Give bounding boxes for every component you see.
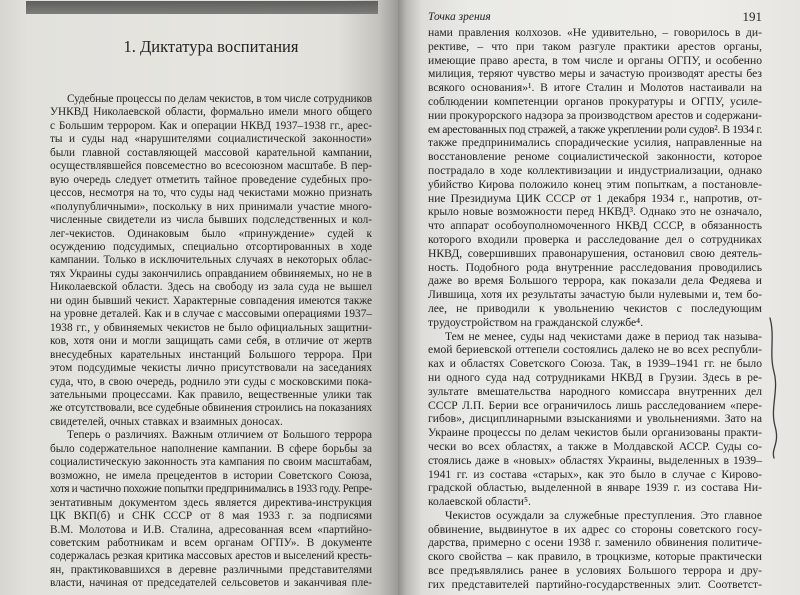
text-line [50, 470, 372, 483]
text-line-content: рективе, – что при таком разгуле практики арестов органы, [428, 39, 762, 53]
text-line [50, 389, 372, 402]
section-heading: 1. Диктатура воспитания [123, 37, 299, 56]
text-line-content: зультате вмешательства народного комиссара внутренних дел [428, 384, 762, 398]
text-line-content: всякого основания»¹. В итоге Сталин и Молотов настаивали на [428, 81, 762, 95]
text-line [428, 550, 762, 564]
text-line-content: внесудебных карательных инстанций Большого террора. При [50, 348, 372, 361]
text-line [428, 150, 762, 164]
right-page-text [428, 26, 762, 592]
text-line [50, 214, 372, 227]
text-line-content: лее, не приводили к увольнению чекистов с последующим [428, 301, 762, 315]
text-line-content: пострадало в ходе коллективизации и индустриализации, однако [428, 163, 762, 177]
text-line [428, 454, 762, 468]
text-line [50, 564, 372, 577]
text-line [428, 205, 762, 219]
text-line [428, 192, 762, 206]
text-line [50, 416, 372, 429]
text-line [50, 160, 372, 173]
text-line-content: Николаевской области. Здесь на свободу из зала суда не вышел [50, 281, 372, 294]
text-line [50, 456, 372, 469]
text-line-content: имеющие право ареста, в том числе и органы ОГПУ, и особенно [428, 53, 762, 67]
text-line [428, 399, 762, 413]
text-line-content: численные свидетели из числа бывших подследственных и кол- [50, 214, 372, 227]
text-line [428, 330, 762, 344]
text-line-content: колаевской области⁵. [428, 495, 531, 509]
text-line [428, 468, 762, 482]
text-line [428, 26, 762, 40]
text-line-content: также предпринимались спорадические усилия, направленные на [428, 136, 762, 150]
text-line [50, 510, 372, 523]
text-line [50, 550, 372, 563]
text-line-content: гих представителей партийно-государственных элит. Соответст- [428, 577, 762, 591]
text-line-content: убийство Кирова положило конец этим попыткам, а постановле- [428, 177, 762, 191]
text-line [50, 443, 372, 456]
text-line [50, 228, 372, 241]
text-line [50, 93, 372, 106]
text-line-content: градской областью, выделенной в январе 1939 г. из состава Ни- [428, 481, 762, 495]
text-line-content: гибов», дисциплинарными взысканиями и увольнениями. Зато на [428, 412, 762, 426]
text-line-content: этом подсудимые чекисты лично присутствовали на заседаниях [50, 362, 372, 375]
text-line-content: лег-чекистов. Одинаковым было «принуждение» судей к [50, 227, 372, 240]
text-line [428, 412, 762, 426]
text-line-content: стоялись даже в «новых» областях Украины, выделенных в 1939– [428, 453, 762, 467]
text-line [50, 281, 372, 294]
text-line-content: зентативным документом здесь является директива-инструкция [50, 496, 372, 509]
text-line-content: НКВД, совершивших правонарушения, остановил свою деятель- [428, 246, 762, 260]
text-line [50, 483, 372, 496]
text-line-content: свидетелей, очных ставках и взаимных доносах. [50, 415, 283, 428]
text-line-content: Тем не менее, суды над чекистами даже в период так называ- [445, 329, 762, 343]
text-line-content: даже во время Большого террора, как показали дела Федяева и [428, 274, 762, 288]
text-line-content: чески во всех областях, а также в Молдавской АССР. Суды со- [428, 439, 762, 453]
text-line [428, 578, 762, 592]
page-number: 191 [742, 9, 762, 24]
text-line [428, 343, 762, 357]
text-line-content: емой бериевской оттепели состоялись далеко не во всех республи- [428, 343, 762, 357]
text-line [50, 241, 372, 254]
text-line-content: ках и областях Советского Союза. Так, в 1939–1941 гг. не было [428, 357, 762, 371]
text-line [428, 136, 762, 150]
text-line [50, 106, 372, 119]
text-line-content: «полупубличными», поскольку в них принимали участие много- [50, 200, 372, 213]
text-line [50, 349, 372, 362]
text-line [428, 178, 762, 192]
text-line [50, 362, 372, 375]
text-line [428, 67, 762, 81]
text-line-content: все предъявлялись ранее в условиях Большого террора и дру- [428, 564, 762, 578]
text-line-content: тях Украины суды закончились оправданием обвиняемых, но не в [50, 267, 372, 280]
text-line-content: нами правления колхозов. «Не удивительно, – говорилось в ди- [428, 26, 762, 39]
text-line [50, 147, 372, 160]
text-line-content: осуждению подсудимых, специально отсортированных в ходе [50, 240, 372, 253]
text-line [428, 316, 762, 330]
pen-margin-mark [766, 316, 780, 460]
text-line [428, 40, 762, 54]
text-line [50, 335, 372, 348]
text-line [428, 440, 762, 454]
text-line-content: Чекистов осуждали за служебные преступления. Это главное [445, 508, 762, 522]
text-line-content: кампании. Только в исключительных случаях в некоторых облас- [50, 254, 372, 267]
text-line-content: УНКВД Николаевской области, формально имели много общего [50, 106, 372, 119]
text-line-content: дарства, примерно с осени 1938 г. заменило обвинения политиче- [428, 536, 762, 550]
text-line-content: цессов, несмотря на то, что суды над чекистами можно признать [50, 187, 372, 200]
text-line [428, 564, 762, 578]
text-line [428, 426, 762, 440]
text-line-content: В.М. Молотова и И.В. Сталина, адресованная всем «партийно- [50, 523, 372, 536]
text-line [428, 385, 762, 399]
text-line-content: суда, что, в свою очередь, роднило эти суды с московскими пока- [50, 375, 372, 388]
text-line-content: ты и суды над «нарушителями социалистической законности» [50, 133, 372, 146]
text-line [50, 537, 372, 550]
text-line-content: которого входили проверка и расследование дел о сотрудниках [428, 232, 762, 246]
text-line-content: обвинение, выдвинутое в их адрес со стороны советского госу- [428, 522, 762, 536]
text-line-content: восстановление реноме социалистической законности, которое [428, 150, 762, 164]
text-line [428, 81, 762, 95]
text-line-content: Украине процессы по делам чекистов были организованы практи- [428, 426, 762, 440]
text-line [428, 509, 762, 523]
text-line [428, 523, 762, 537]
text-line [50, 524, 372, 537]
text-line [428, 233, 762, 247]
text-line [50, 376, 372, 389]
text-line-content: социалистическую законность эта кампания по своим масштабам, [50, 456, 372, 469]
text-line [50, 268, 372, 281]
text-line [428, 288, 762, 302]
header-bar [26, 1, 378, 14]
text-line-content: ского свойства – как правило, в троцкизме, которые практически [428, 550, 762, 564]
text-line [428, 274, 762, 288]
text-line-content: ни одного суда над сотрудниками НКВД в Грузии. Здесь в ре- [428, 370, 762, 384]
text-line-content: вую очередь следует отметить тайное проведение судебных про- [50, 173, 372, 186]
text-line-content: возможно, не имела прецедентов в истории Советского Союза, [50, 469, 372, 482]
text-line [428, 481, 762, 495]
right-page [398, 0, 800, 595]
text-line [428, 164, 762, 178]
text-line-content: ем арестованных под стражей, а также укреплении роли судов². В 1934 г. [428, 122, 762, 136]
text-line-content: соблюдении компетенции органов прокуратуры и ОГПУ, усиле- [428, 94, 762, 108]
text-line-content: советским работникам и всем органам ОГПУ». В документе [50, 536, 372, 549]
text-line [428, 261, 762, 275]
text-line [50, 120, 372, 133]
text-line [428, 109, 762, 123]
text-line [50, 174, 372, 187]
text-line [50, 322, 372, 335]
text-line-content: осуществлявшейся повсеместно во всесоюзном масштабе. В пер- [50, 160, 372, 173]
left-page [0, 0, 398, 595]
text-line-content: ков, хотя они и могли защищать сами себя, в отличие от жертв [50, 335, 372, 348]
text-line-content: ни один бывший чекист. Характерные совпадения имеются также [50, 294, 372, 307]
text-line-content: ность. Подобного рода внутренние расследования проводились [428, 260, 762, 274]
text-line-content: зательными процессами. Как правило, вещественные улики так [50, 388, 372, 401]
text-line-content: Судебные процессы по делам чекистов, в том числе сотрудников [67, 93, 372, 105]
text-line-content: с Большим террором. Как и операции НКВД 1937–1938 гг., арес- [50, 119, 372, 132]
text-line-content: были главной составляющей массовой карательной кампании, [50, 146, 372, 159]
text-line-content: содержалась резкая критика массовых арестов и выселений кресть- [50, 550, 372, 563]
text-line [50, 187, 372, 200]
text-line-content: ЦК ВКП(б) и СНК СССР от 8 мая 1933 г. за подписями [50, 510, 372, 523]
text-line [428, 95, 762, 109]
text-line-content: ние Президиума ЦИК СССР от 1 декабря 1934 г., напротив, от- [428, 191, 762, 205]
text-line-content: крыло новые возможности перед НКВД³. Однако это не означало, [428, 205, 762, 219]
text-line [428, 219, 762, 233]
text-line [50, 308, 372, 321]
left-page-text [50, 93, 372, 591]
text-line-content: 1938 гг., у обвиняемых чекистов не было официальных защитни- [50, 321, 372, 334]
text-line-content: нии прокурорского надзора за производством арестов и содержани- [428, 108, 762, 122]
text-line [428, 123, 762, 137]
text-line [50, 429, 372, 442]
text-line [428, 371, 762, 385]
text-line-content: трудоустройством на гражданской службе⁴. [428, 315, 644, 329]
text-line-content: на уровне деталей. Как и в случае с массовыми операциями 1937– [50, 308, 372, 321]
text-line-content: власти, начиная от председателей сельсоветов и заканчивая пле- [50, 577, 372, 590]
text-line [50, 254, 372, 267]
text-line [428, 495, 762, 509]
text-line-content: хотя и частично похожие попытки предпринимались в 1933 году. Репре- [50, 483, 372, 496]
text-line-content: СССР Л.П. Берии все ограничилось лишь расследованием «пере- [428, 398, 762, 412]
text-line [50, 295, 372, 308]
text-line [428, 536, 762, 550]
text-line-content: что аппарат особоуполномоченного НКВД СССР, в обязанность [428, 219, 762, 233]
text-line [428, 302, 762, 316]
running-head: Точка зрения [428, 11, 491, 23]
text-line [50, 201, 372, 214]
text-line [50, 402, 372, 415]
text-line-content: же отсутствовали, все судебные обвинения строились на показаниях [50, 402, 372, 415]
text-line-content: милиция, теряют чувство меры и зачастую производят аресты без [428, 67, 762, 81]
text-line-content: Лившица, хотя их результаты зачастую были нулевыми и, тем бо- [428, 288, 762, 302]
text-line [428, 357, 762, 371]
text-line-content: было содержательное наполнение кампании. В сфере борьбы за [50, 442, 372, 455]
text-line [428, 54, 762, 68]
text-line-content: Теперь о различиях. Важным отличием от Большого террора [67, 429, 372, 442]
text-line-content: ян, практиковавшихся в деревне различными представителями [50, 563, 372, 576]
text-line [50, 497, 372, 510]
text-line [50, 577, 372, 590]
text-line-content: 1941 гг. из состава «старых», как это было в случае с Кирово- [428, 467, 762, 481]
text-line [428, 247, 762, 261]
text-line [50, 133, 372, 146]
